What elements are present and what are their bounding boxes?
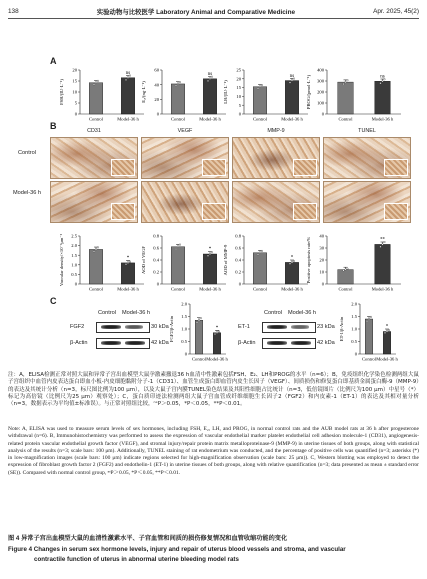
y-tick-label: 2.0 — [351, 301, 357, 307]
figure-note-chinese: 注：A，ELISA检测正常对照大鼠和异常子宫出血模型大鼠孕激素撤退36 h血清中性激素包括FSH、E₂、LH和PROG的水平（n=6）；B，免疫组织化学染色检测两组大鼠子宫组织中血管内皮表达蛋白即血小板-内皮细胞黏附分子-1（CD31）、血管生成蛋白即血管内皮生长因子（VEGF）、间质损伤和修复蛋白即基质金属蛋白酶-9（MMP-9）的表达及其统计分析（n=3，标尺图比例为100 μm），以及大鼠子宫内膜TUNEL染色结果及其阳性细胞占比统计（n=3，低倍镜图片（比例尺为100 μm）中星号（*）标记为高倍镜（比例尺为25 μm）观察处）；C，蛋白质印迹法检测两组大鼠子宫血管成纤维细胞生长因子2（FGF2）和内皮素-1（ET-1）的表达及其相对量分析（n=3，数据表示为平均值±标准误）。与正常对照组比较，ⁿˢP＞0.05，*P＜0.05，**P＜0.01。 — [8, 372, 419, 408]
bar — [285, 81, 298, 114]
y-tick-label: 0 — [156, 111, 159, 117]
micrograph-mmp9-model — [232, 181, 320, 223]
data-point — [177, 246, 179, 248]
data-point — [200, 317, 202, 319]
y-tick-label: 0.8 — [235, 233, 241, 239]
y-tick-label: 300 — [317, 78, 324, 84]
y-tick-label: 0 — [321, 111, 324, 117]
data-point — [125, 263, 127, 265]
data-point — [386, 331, 388, 333]
y-tick-label: 0.2 — [153, 269, 159, 275]
data-point — [214, 333, 216, 335]
micrograph-mmp9-control — [232, 137, 320, 179]
y-axis-label: AOD of MMP-9 — [223, 244, 228, 276]
wb-group-control: Control — [264, 310, 283, 316]
x-tick-label: Model-36 h — [117, 116, 139, 122]
data-point — [175, 85, 177, 87]
x-tick-label: Control — [252, 116, 268, 122]
figure-caption-chinese: 图 4 异常子宫出血模型大鼠的血清性激素水平、子宫血管和间质的损伤修复情况和血管收缩功能的变化 — [8, 535, 288, 542]
x-tick-label: Control — [361, 356, 377, 362]
blot-fgf2 — [96, 322, 150, 333]
y-tick-label: 0 — [238, 281, 241, 287]
bar — [253, 253, 266, 284]
data-point — [293, 260, 295, 262]
y-tick-label: 400 — [317, 67, 324, 73]
y-axis-label: PROG/(pmol·L⁻¹) — [306, 74, 311, 110]
wb-group-model: Model-36 h — [122, 310, 150, 316]
data-point — [347, 268, 349, 270]
apoptosis-rate-chart — [305, 228, 405, 294]
y-tick-label: 2.5 — [71, 233, 77, 239]
bar — [195, 320, 203, 354]
data-point — [127, 77, 129, 79]
y-tick-label: 60 — [154, 67, 159, 73]
lh-chart — [222, 62, 312, 124]
issue-info: Apr. 2025, 45(2) — [373, 7, 419, 15]
y-tick-label: 0.6 — [235, 245, 241, 251]
data-point — [289, 82, 291, 84]
x-tick-label: Model-36 h — [117, 286, 139, 292]
micrograph-tunel-model — [323, 181, 411, 223]
blot-et1 — [262, 322, 316, 333]
bar — [203, 254, 216, 284]
y-tick-label: 2.0 — [71, 243, 77, 249]
x-tick-label: Model-36 h — [199, 116, 221, 122]
bar — [171, 84, 184, 114]
mmp9-aod-chart — [222, 228, 312, 294]
x-tick-label: Control — [252, 286, 268, 292]
y-tick-label: 20 — [319, 257, 324, 263]
data-point — [198, 319, 200, 321]
y-axis-label: FSH/(IU·L⁻¹) — [59, 79, 64, 105]
bar — [375, 244, 391, 284]
data-point — [370, 316, 372, 318]
y-tick-label: 40 — [154, 82, 159, 88]
col-title-vegf: VEGF — [177, 128, 193, 134]
data-point — [93, 251, 95, 253]
data-point — [291, 80, 293, 82]
y-axis-label: Positive apoptosis rate/% — [306, 236, 311, 284]
panel-label-b: B — [50, 121, 57, 131]
y-tick-label: 0.2 — [235, 269, 241, 275]
y-tick-label: 0.5 — [181, 339, 187, 345]
y-tick-label: 1.0 — [351, 326, 357, 332]
micrograph-cd31-control — [50, 137, 138, 179]
y-axis-label: FGF2/β-Actin — [169, 315, 174, 343]
x-tick-label: Control — [338, 286, 353, 292]
data-point — [347, 79, 349, 81]
y-axis-label: E₂/(ng·L⁻¹) — [141, 81, 146, 103]
y-tick-label: 200 — [317, 89, 324, 95]
y-tick-label: 0 — [184, 351, 187, 357]
x-tick-label: Control — [170, 286, 186, 292]
data-point — [382, 244, 384, 246]
y-tick-label: 10 — [72, 89, 77, 95]
data-point — [207, 80, 209, 82]
micrograph-vegf-control — [141, 137, 229, 179]
data-point — [207, 255, 209, 257]
figure-caption-english-line2: contractile function of uterus in abnormal uterine bleeding model rats — [34, 556, 239, 563]
y-tick-label: 10 — [236, 94, 241, 99]
data-point — [343, 270, 345, 272]
significance-label: * — [290, 255, 294, 261]
figure-caption-english-line1: Figure 4 Changes in serum sex hormone levels, injury and repair of uterus blood vessels and stroma, and vascular — [8, 546, 346, 553]
x-tick-label: Model-36 h — [376, 356, 398, 362]
data-point — [209, 78, 211, 80]
data-point — [216, 332, 218, 334]
data-point — [179, 81, 181, 83]
y-tick-label: 5 — [238, 102, 241, 108]
x-tick-label: Control — [191, 356, 207, 362]
x-tick-label: Control — [338, 116, 353, 122]
western-blot-et1 — [238, 310, 338, 356]
data-point — [209, 253, 211, 255]
y-tick-label: 0 — [74, 111, 77, 117]
data-point — [261, 84, 263, 86]
bar — [375, 81, 391, 114]
y-tick-label: 1.5 — [181, 314, 187, 320]
data-point — [261, 250, 263, 252]
y-axis-label: LH/(IU·L⁻¹) — [223, 80, 228, 104]
fgf2-ratio-chart — [168, 296, 230, 364]
micrograph-vegf-model — [141, 181, 229, 223]
bar — [253, 87, 266, 114]
data-point — [384, 332, 386, 334]
y-tick-label: 40 — [319, 233, 324, 239]
col-title-cd31: CD31 — [87, 128, 101, 134]
data-point — [95, 249, 97, 251]
data-point — [97, 247, 99, 249]
data-point — [345, 81, 347, 83]
data-point — [382, 80, 384, 82]
journal-title: 实验动物与比较医学 Laboratory Animal and Comparative Medicine — [96, 8, 296, 16]
wb-size-label: 23 kDa — [317, 324, 335, 330]
data-point — [289, 263, 291, 265]
bar — [383, 332, 391, 355]
data-point — [127, 262, 129, 264]
data-point — [97, 80, 99, 82]
y-tick-label: 0 — [354, 351, 357, 357]
micrograph-tunel-control — [323, 137, 411, 179]
data-point — [211, 251, 213, 253]
western-blot-fgf2 — [70, 310, 170, 356]
y-tick-label: 0 — [238, 111, 241, 117]
y-tick-label: 25 — [236, 67, 241, 73]
bar — [171, 247, 184, 284]
significance-label: ns — [289, 73, 295, 79]
y-tick-label: 1.5 — [71, 252, 77, 258]
x-tick-label: Model-36 h — [206, 356, 228, 362]
col-title-tunel: TUNEL — [358, 128, 376, 134]
col-title-mmp9: MMP-9 — [267, 128, 285, 134]
x-tick-label: Model-36 h — [281, 116, 303, 122]
y-tick-label: 15 — [72, 78, 77, 84]
data-point — [179, 244, 181, 246]
y-tick-label: 0.4 — [153, 257, 159, 263]
bar — [338, 82, 354, 114]
row-title-model: Model-36 h — [13, 190, 41, 196]
data-point — [129, 261, 131, 263]
fsh-chart — [58, 62, 148, 124]
x-tick-label: Control — [170, 116, 186, 122]
significance-label: ns — [207, 72, 213, 78]
data-point — [259, 86, 261, 88]
panel-label-c: C — [50, 296, 57, 306]
significance-label: * — [208, 247, 212, 253]
micrograph-cd31-model — [50, 181, 138, 223]
y-tick-label: 0 — [74, 281, 77, 287]
data-point — [345, 269, 347, 271]
data-point — [380, 82, 382, 84]
y-tick-label: 20 — [236, 76, 241, 82]
y-tick-label: 0.8 — [153, 233, 159, 239]
y-tick-label: 5 — [74, 100, 77, 106]
significance-label: * — [215, 325, 219, 331]
data-point — [368, 318, 370, 320]
bar — [203, 79, 216, 114]
y-tick-label: 0.6 — [153, 245, 159, 251]
wb-protein-label: β-Actin — [70, 340, 88, 346]
significance-label: * — [126, 255, 130, 261]
data-point — [257, 88, 259, 90]
blot-actin — [96, 338, 150, 349]
y-tick-label: 0.5 — [71, 272, 77, 277]
x-tick-label: Control — [88, 116, 104, 122]
y-tick-label: 0.5 — [351, 339, 357, 345]
data-point — [177, 83, 179, 85]
y-axis-label: AOD of VEGF — [141, 246, 146, 274]
et1-ratio-chart — [338, 296, 400, 364]
y-tick-label: 20 — [72, 67, 77, 73]
bar — [121, 263, 134, 284]
data-point — [259, 252, 261, 254]
significance-label: * — [385, 324, 389, 330]
bar — [89, 249, 102, 284]
bar — [121, 78, 134, 114]
data-point — [125, 79, 127, 81]
vegf-aod-chart — [140, 228, 230, 294]
x-tick-label: Model-36 h — [199, 286, 221, 292]
y-tick-label: 1.0 — [71, 262, 77, 268]
x-tick-label: Model-36 h — [371, 116, 394, 122]
x-tick-label: Control — [88, 286, 104, 292]
data-point — [343, 83, 345, 85]
wb-group-model: Model-36 h — [288, 310, 316, 316]
micrograph-grid — [13, 128, 412, 224]
y-tick-label: 30 — [319, 245, 324, 251]
x-tick-label: Model-36 h — [371, 286, 394, 292]
wb-protein-label: ET-1 — [238, 324, 250, 330]
y-tick-label: 15 — [236, 85, 241, 91]
bar — [89, 83, 102, 114]
y-tick-label: 1.0 — [181, 326, 187, 332]
y-tick-label: 0 — [156, 281, 159, 287]
page-number: 138 — [8, 7, 19, 15]
e2-chart — [140, 62, 230, 124]
bar — [365, 319, 373, 354]
y-axis-label: ET-1/β-Actin — [339, 316, 344, 342]
bar — [338, 270, 354, 284]
significance-label: ns — [125, 71, 131, 76]
x-tick-label: Model-36 h — [281, 286, 303, 292]
blot-actin — [262, 338, 316, 349]
wb-group-control: Control — [98, 310, 117, 316]
vascular-density-chart — [58, 228, 148, 294]
figure-note-english: Note: A, ELISA was used to measure serum levels of sex hormones, including FSH, E₂, LH, and PROG, in normal control rats and the AUB model rats at 36 h after progesterone withdrawal (n=6). B, Immunohistochemistry was performed to assess the expression of vascular endothelial marker platelet endothelial cell adhesion molecule-1 (CD31), angiogenesis-related protein vascular endothelial growth factor (VEGF), and stromal injury/repair protein matrix metalloproteinase-9 (MMP-9) in uterine tissues of both groups, along with statistical analysis of the results (n=3; scale bars: 100 μm). Additionally, TUNEL staining of rat endometrium was conducted, and the percentage of positive cells was quantified (n=3; asterisks (*) in low-magnification images (scale bars: 100 μm) indicate regions selected for high-magnification observation (scale bars: 25 μm)). C, Western blotting was employed to detect the expression of fibroblast growth factor 2 (FGF2) and endothelin-1 (ET-1) in uterine tissues of both groups, along with relative quantification (n=3; data presented as mean ± standard error (SE)). Compared with normal control group, ⁿˢP＞0.05, *P＜0.05, **P＜0.01. — [8, 426, 419, 476]
data-point — [93, 84, 95, 86]
data-point — [366, 320, 368, 322]
y-tick-label: 0 — [321, 281, 324, 287]
significance-label: ns — [380, 74, 385, 80]
data-point — [196, 321, 198, 323]
data-point — [257, 254, 259, 256]
wb-size-label: 42 kDa — [317, 340, 335, 346]
y-tick-label: 100 — [317, 100, 324, 106]
wb-size-label: 42 kDa — [151, 340, 169, 346]
data-point — [218, 331, 220, 333]
data-point — [95, 82, 97, 84]
data-point — [380, 246, 382, 248]
y-tick-label: 2.0 — [181, 301, 187, 307]
row-title-control: Control — [17, 150, 37, 156]
panel-label-a: A — [50, 56, 57, 66]
data-point — [291, 262, 293, 264]
y-tick-label: 10 — [319, 269, 324, 275]
prog-chart — [305, 62, 405, 124]
y-tick-label: 1.5 — [351, 314, 357, 320]
significance-label: ** — [380, 237, 385, 243]
wb-protein-label: FGF2 — [70, 324, 85, 330]
bar — [213, 333, 221, 354]
data-point — [175, 248, 177, 250]
bar — [285, 262, 298, 284]
y-axis-label: Vascular density/×10⁻³μm⁻² — [59, 233, 64, 287]
wb-protein-label: β-Actin — [238, 340, 256, 346]
data-point — [388, 329, 390, 331]
y-tick-label: 20 — [154, 96, 159, 102]
wb-size-label: 30 kDa — [151, 324, 169, 330]
running-header — [8, 4, 419, 19]
y-tick-label: 0.4 — [235, 257, 241, 263]
